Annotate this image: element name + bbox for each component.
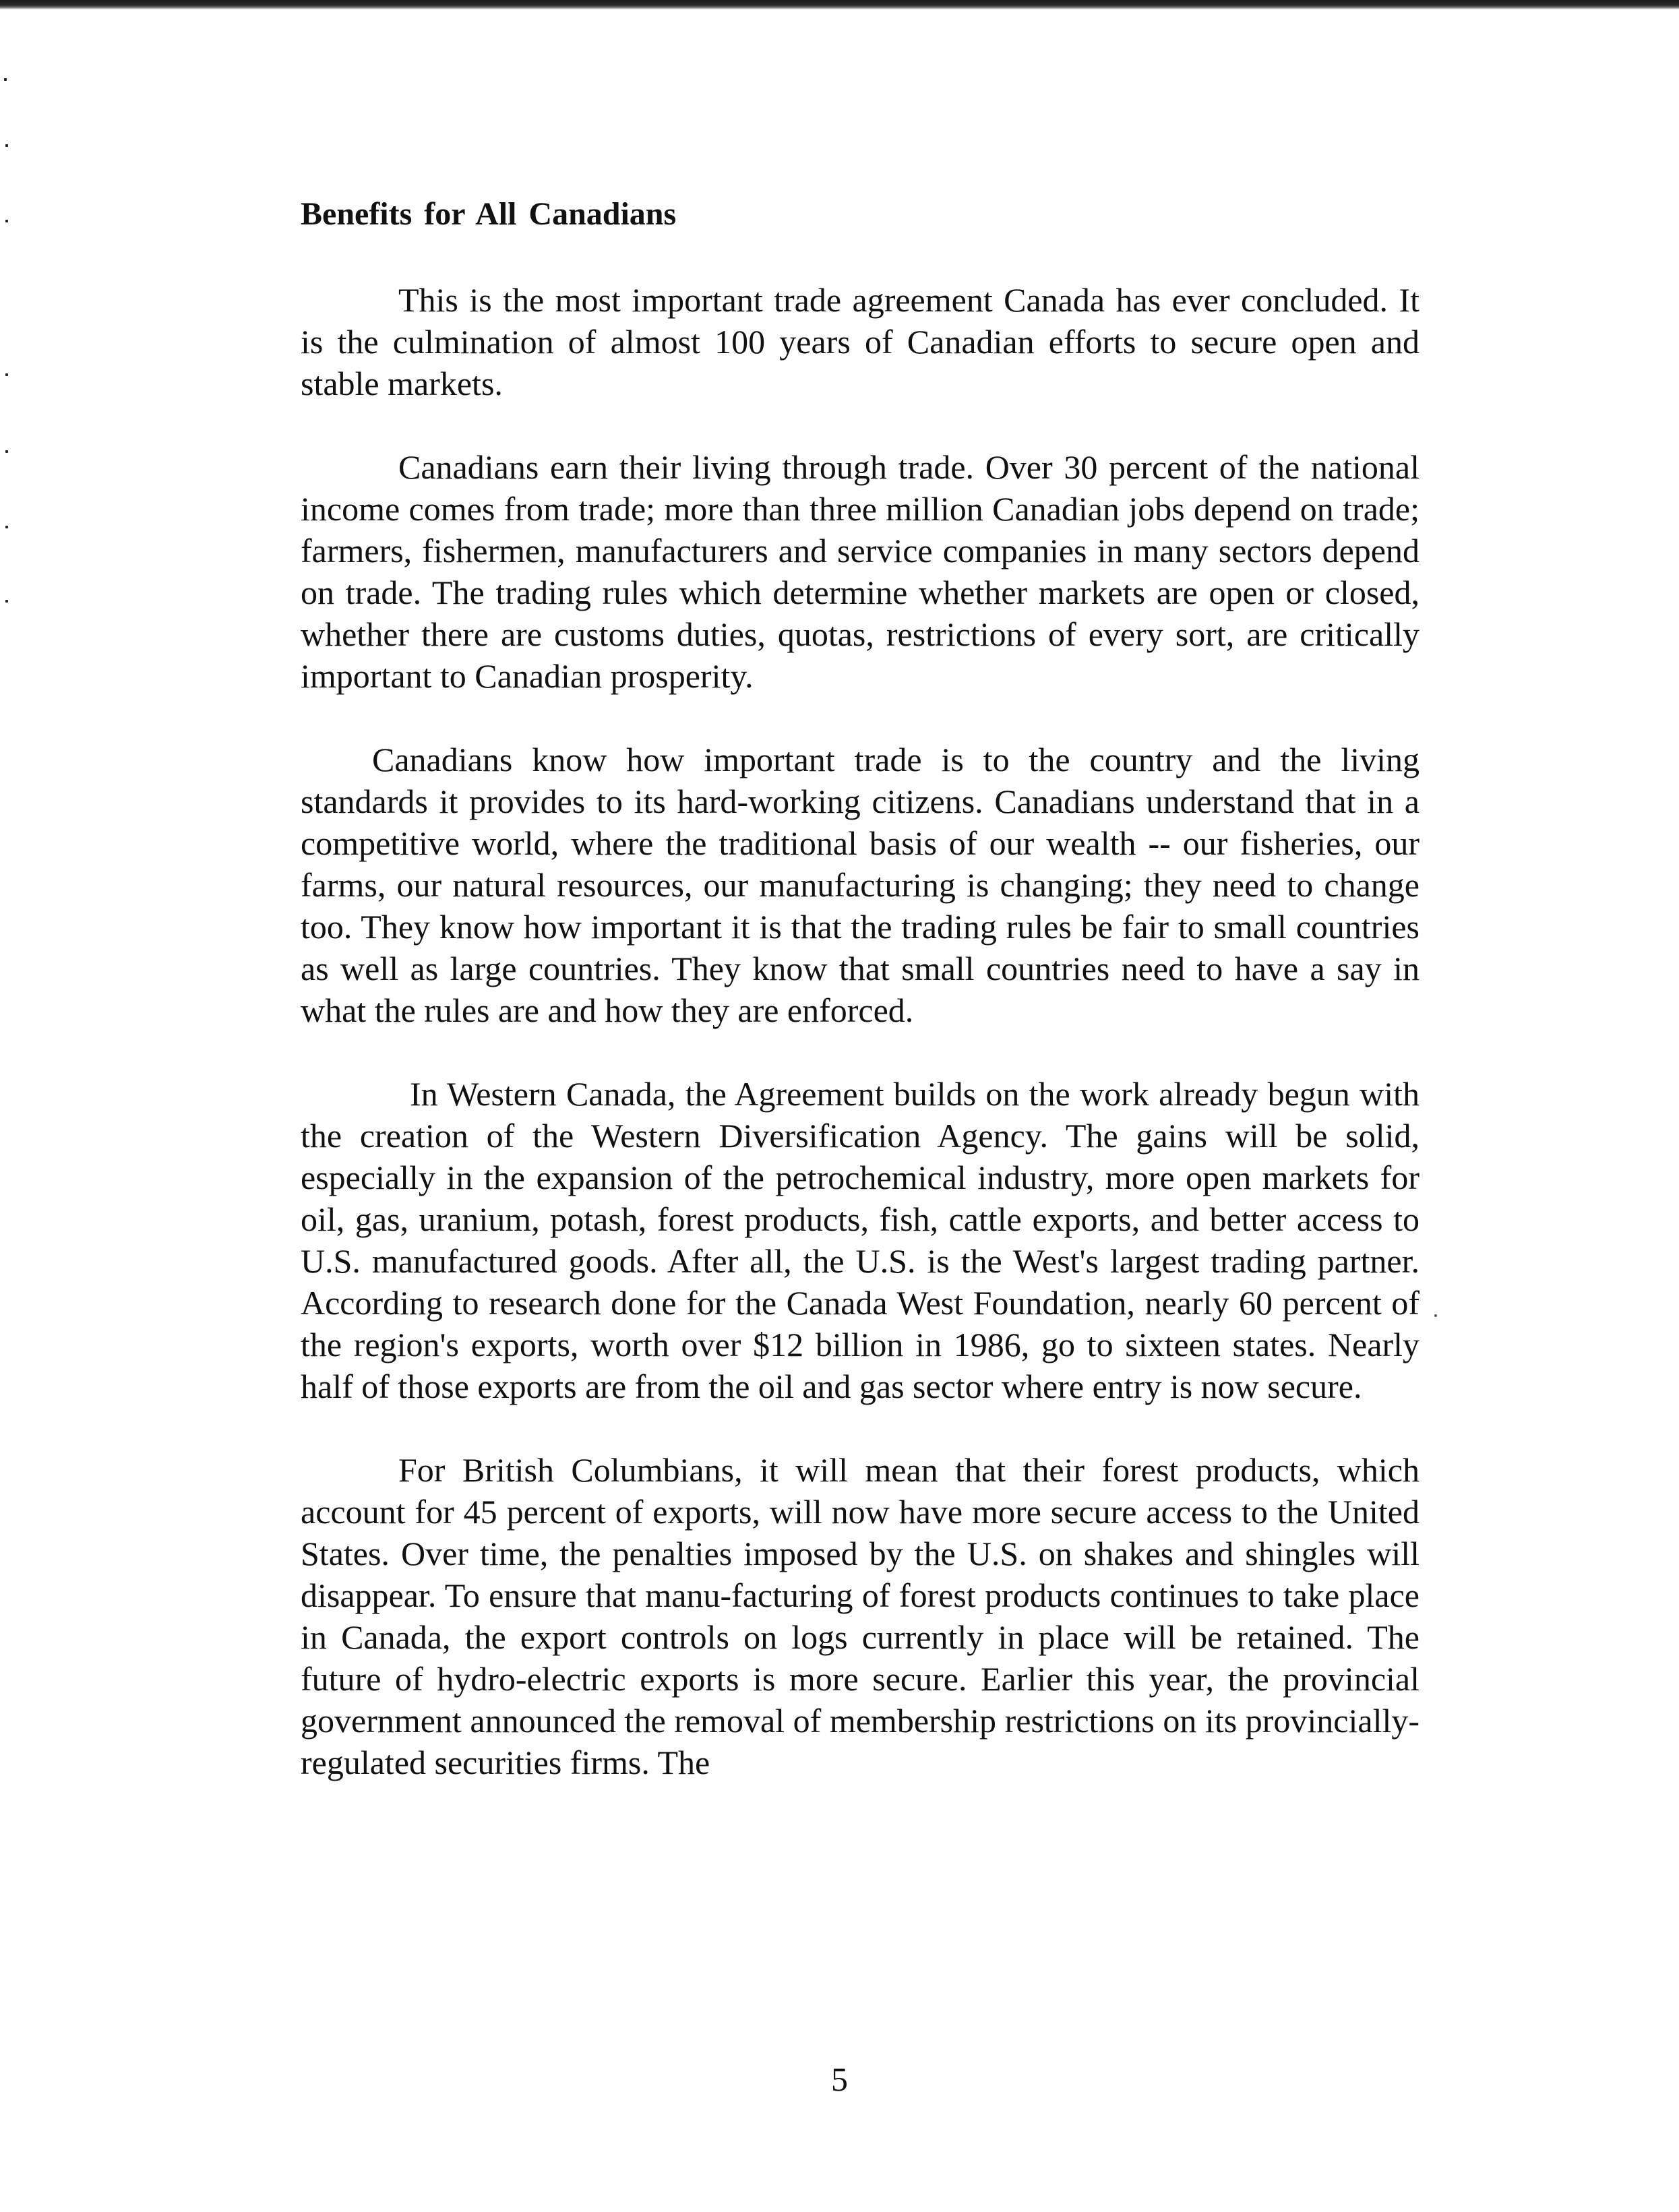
paragraph: Canadians earn their living through trade. Over 30 percent of the national income comes from trade; more than three million Canadian jobs depend on trade; farmers, fishermen, manufacturers and service companies in many sectors depend on trade. The trading rules which determine whether markets are open or closed, whether there are customs duties, quotas, restrictions of every sort, are critically important to Canadian prosperity.	[301, 448, 1419, 695]
page-number: 5	[831, 2060, 848, 2098]
scan-speck	[1434, 1314, 1437, 1317]
scan-speck	[5, 220, 8, 222]
scan-speck	[4, 78, 7, 81]
scan-margin-marks	[0, 0, 13, 2212]
section-heading: Benefits for All Canadians	[301, 196, 677, 232]
page-body	[301, 194, 1419, 1825]
paragraph: In Western Canada, the Agreement builds on the work already begun with the creation of the Western Diversification Agency. The gains will be solid, especially in the expansion of the petrochemical industry, more open markets for oil, gas, uranium, potash, forest products, fish, cattle exports, and better access to U.S. manufactured goods. After all, the U.S. is the West's largest trading partner. According to research done for the Canada West Foundation, nearly 60 percent of the region's exports, worth over $12 billion in 1986, go to sixteen states. Nearly half of those exports are from the oil and gas sector where entry is now secure.	[301, 1075, 1419, 1405]
scan-speck	[5, 526, 8, 528]
scan-speck	[5, 600, 8, 603]
scan-speck	[5, 450, 8, 453]
scan-speck	[5, 144, 8, 147]
scan-speck	[5, 373, 8, 376]
paragraph: For British Columbians, it will mean that their forest products, which account for 45 percent of exports, will now have more secure access to the United States. Over time, the penalties imposed by the U.S. on shakes and shingles will disappear. To ensure that manu-facturing of forest products continues to take place in Canada, the export controls on logs currently in place will be retained. The future of hydro-electric exports is more secure. Earlier this year, the provincial government announced the removal of membership restrictions on its provincially-regulated securities firms. The	[301, 1451, 1419, 1781]
paragraph: This is the most important trade agreement Canada has ever concluded. It is the culmination of almost 100 years of Canadian efforts to secure open and stable markets.	[301, 281, 1419, 402]
scan-top-edge	[0, 0, 1679, 9]
paragraph: Canadians know how important trade is to the country and the living standards it provides to its hard-working citizens. Canadians understand that in a competitive world, where the traditional basis of our wealth -- our fisheries, our farms, our natural resources, our manufacturing is changing; they need to change too. They know how important it is that the trading rules be fair to small countries as well as large countries. They know that small countries need to have a say in what the rules are and how they are enforced.	[301, 741, 1419, 1029]
